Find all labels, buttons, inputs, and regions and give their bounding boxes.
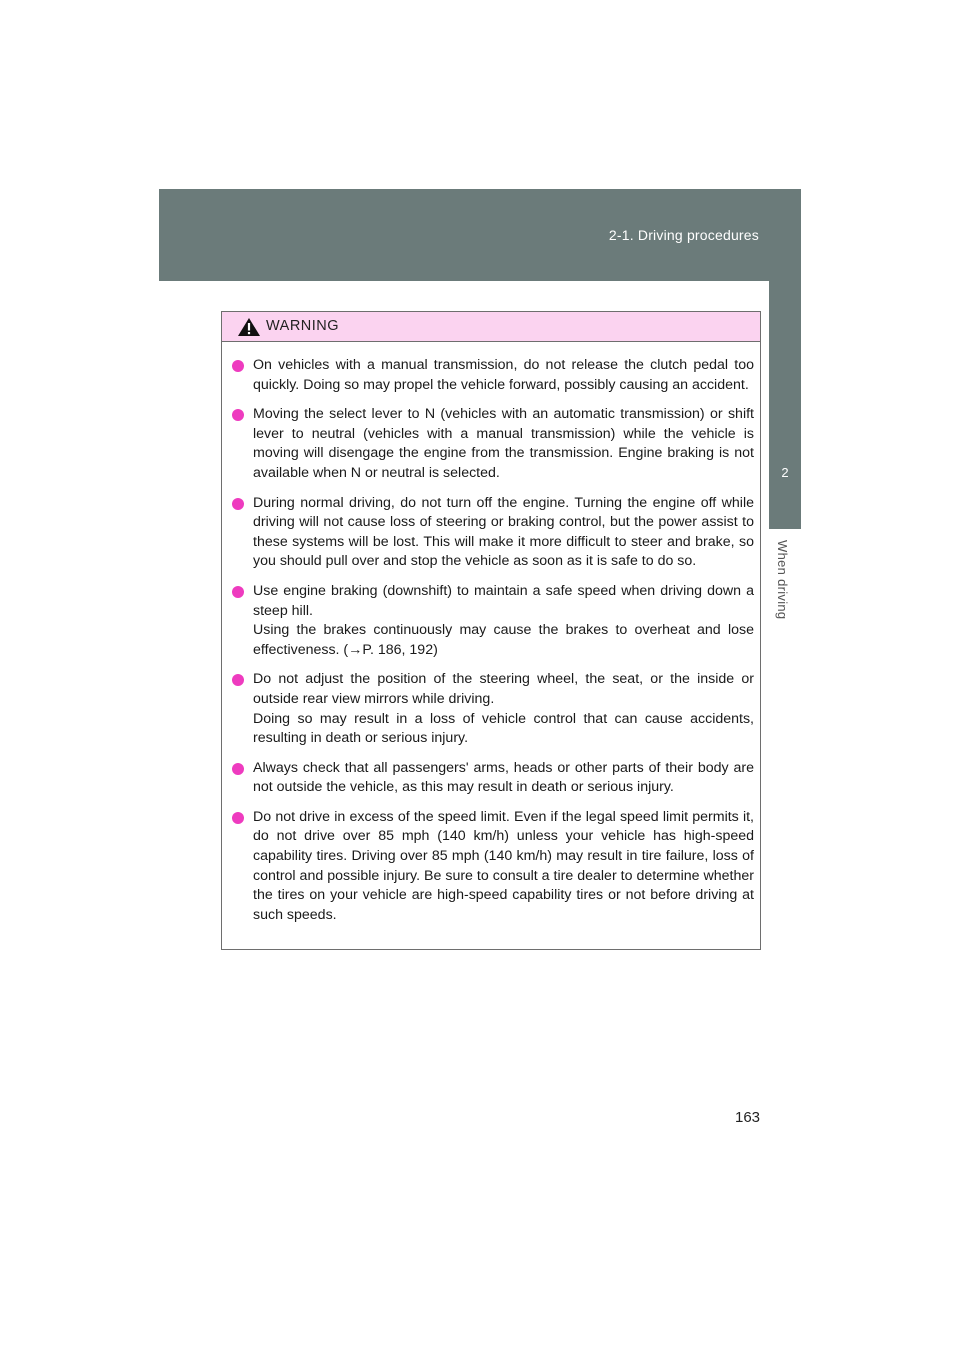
section-title: 2-1. Driving procedures: [608, 227, 759, 243]
bullet-icon: [232, 812, 244, 824]
warning-box: [221, 311, 761, 950]
warning-item: [232, 670, 754, 748]
warning-item: [232, 405, 754, 483]
bullet-icon: [232, 674, 244, 686]
header-band: [159, 189, 801, 281]
warning-item-text: Use engine braking (downshift) to maintain a safe speed when driving down a steep hill. Using the brakes continuously may cause the brakes to overheat and lose effectiveness. (→P. 186, 192): [253, 582, 754, 658]
warning-item-text: Always check that all passengers' arms, heads or other parts of their body are not outside the vehicle, as this may result in death or serious injury.: [253, 759, 754, 796]
bullet-icon: [232, 409, 244, 421]
page-number: 163: [735, 1109, 761, 1126]
chapter-number: 2: [781, 465, 789, 480]
bullet-icon: [232, 360, 244, 372]
warning-item: [232, 759, 754, 798]
warning-item: [232, 494, 754, 572]
chapter-tab: [769, 281, 801, 529]
warning-item-text: Do not adjust the position of the steering wheel, the seat, or the inside or outside rear view mirrors while driving. Doing so may result in a loss of vehicle control that can cause accidents, resulting in death or serious injury.: [253, 671, 754, 747]
warning-title: WARNING: [266, 318, 340, 334]
chapter-label: When driving: [775, 540, 790, 620]
warning-item-text: Moving the select lever to N (vehicles with an automatic transmission) or shift lever to neutral (vehicles with a manual transmission) while the vehicle is moving will disengage the engine from the transmission. Engine braking is not available when N or neutral is selected.: [253, 406, 754, 481]
warning-triangle-icon: [237, 317, 261, 337]
warning-item: [232, 808, 754, 926]
warning-item-text: During normal driving, do not turn off the engine. Turning the engine off while driving will not cause loss of steering or braking control, but the power assist to these systems will be lost. This will make it more difficult to steer and brake, so you should pull over and stop the vehicle as soon as it is safe to do so.: [253, 494, 754, 570]
warning-list: [222, 342, 760, 925]
warning-item-text: On vehicles with a manual transmission, do not release the clutch pedal too quickly. Doing so may propel the vehicle forward, possibly causing an accident.: [253, 357, 754, 393]
bullet-icon: [232, 763, 244, 775]
bullet-icon: [232, 586, 244, 598]
warning-item: [232, 582, 754, 660]
warning-item: [232, 356, 754, 395]
warning-header: [222, 312, 760, 342]
bullet-icon: [232, 498, 244, 510]
warning-item-text: Do not drive in excess of the speed limit. Even if the legal speed limit permits it, do not drive over 85 mph (140 km/h) unless your vehicle has high-speed capability tires. Driving over 85 mph (140 km/h) may result in tire failure, loss of control and possible injury. Be sure to consult a tire dealer to determine whether the tires on your vehicle are high-speed capability tires or not before driving at such speeds.: [253, 808, 754, 923]
